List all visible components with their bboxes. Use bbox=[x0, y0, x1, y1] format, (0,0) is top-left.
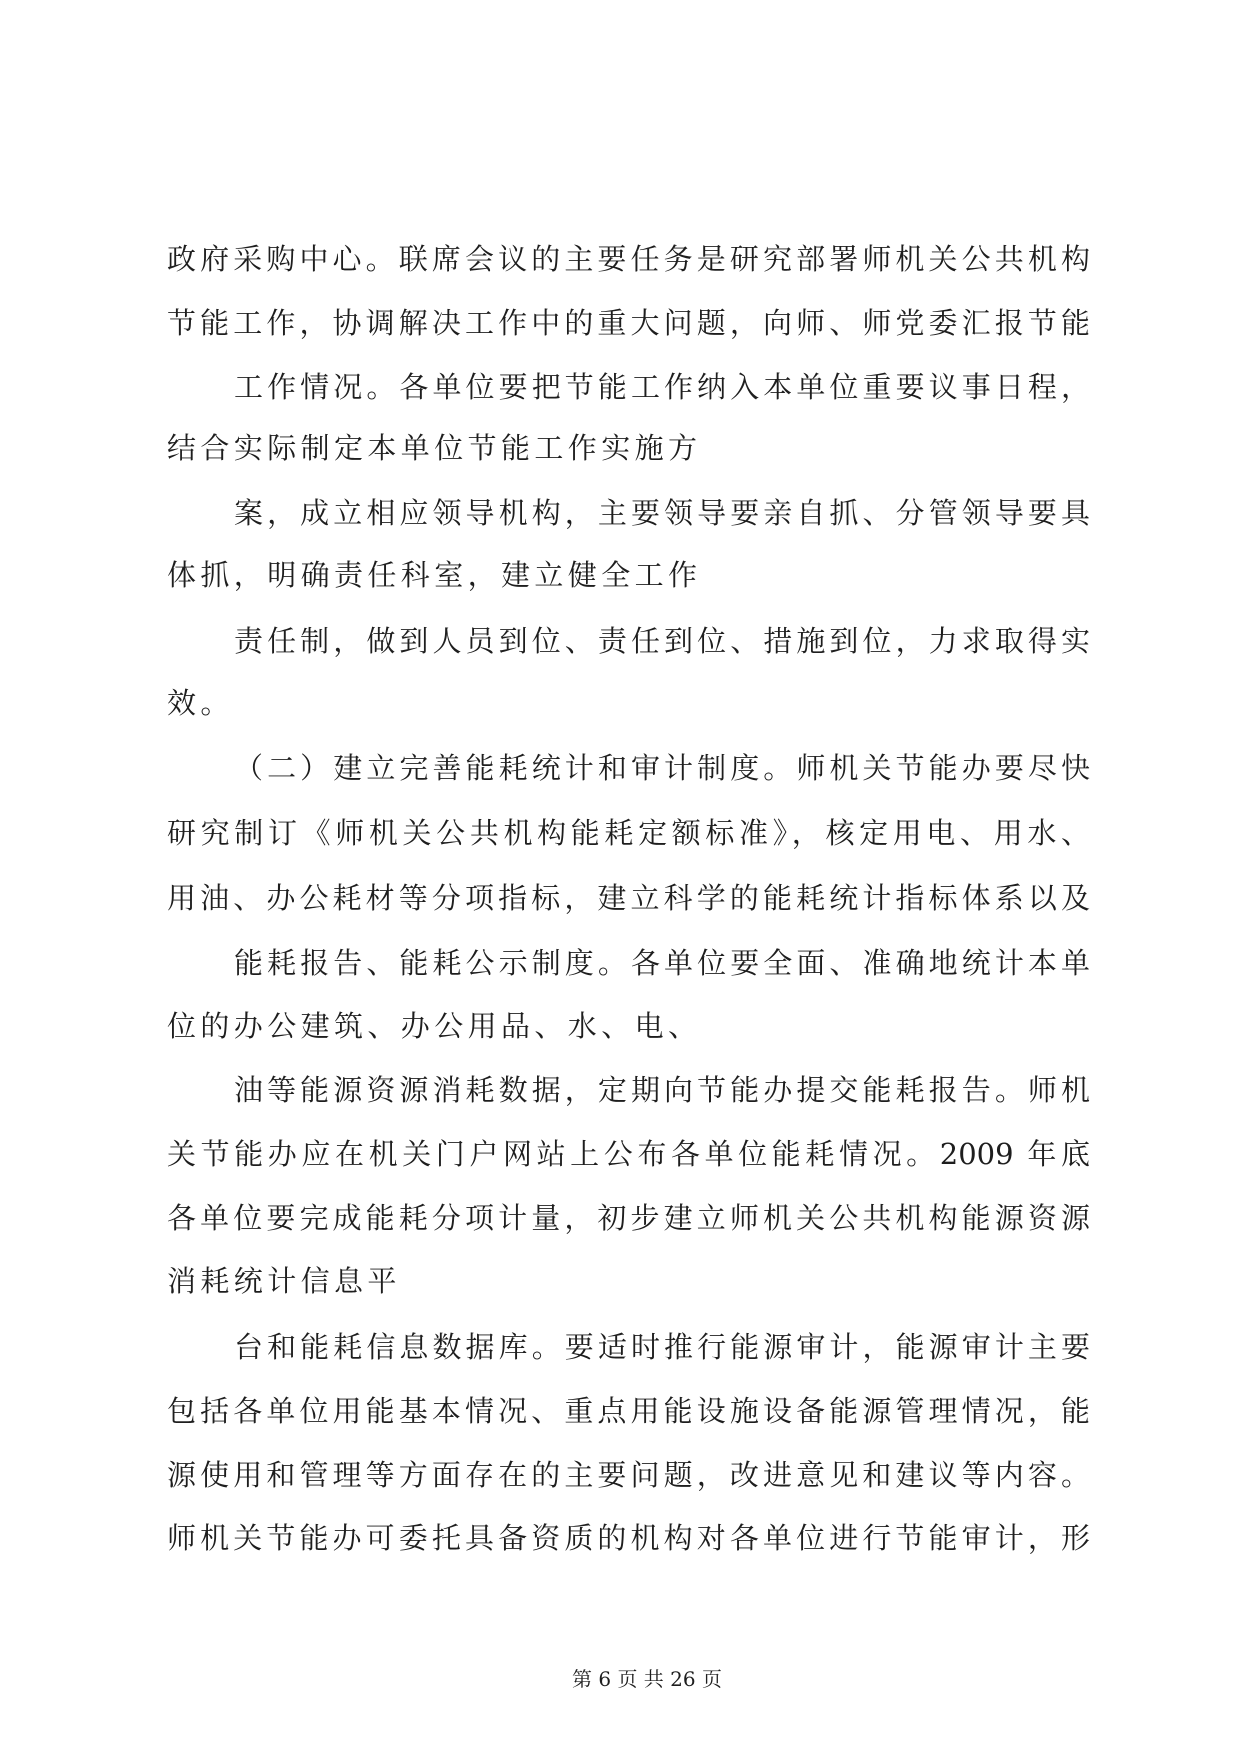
body-line: 台和能耗信息数据库。要适时推行能源审计，能源审计主要 bbox=[234, 1330, 1090, 1364]
page-footer: 第 6 页 共 26 页 bbox=[572, 1667, 722, 1691]
body-line: 各单位要完成能耗分项计量，初步建立师机关公共机构能源资源 bbox=[167, 1201, 1090, 1235]
body-line: 消耗统计信息平 bbox=[167, 1264, 401, 1298]
body-line: （二）建立完善能耗统计和审计制度。师机关节能办要尽快 bbox=[234, 751, 1090, 785]
body-line: 源使用和管理等方面存在的主要问题，改进意见和建议等内容。 bbox=[167, 1458, 1090, 1492]
body-line: 案，成立相应领导机构，主要领导要亲自抓、分管领导要具 bbox=[234, 496, 1090, 530]
body-line: 关节能办应在机关门户网站上公布各单位能耗情况。2009 年底 bbox=[167, 1137, 1090, 1171]
body-line: 能耗报告、能耗公示制度。各单位要全面、准确地统计本单 bbox=[234, 946, 1090, 980]
body-line: 包括各单位用能基本情况、重点用能设施设备能源管理情况，能 bbox=[167, 1394, 1090, 1428]
body-line: 效。 bbox=[167, 686, 234, 720]
body-line: 工作情况。各单位要把节能工作纳入本单位重要议事日程， bbox=[234, 370, 1090, 404]
body-line: 用油、办公耗材等分项指标，建立科学的能耗统计指标体系以及 bbox=[167, 881, 1090, 915]
body-line: 师机关节能办可委托具备资质的机构对各单位进行节能审计，形 bbox=[167, 1521, 1090, 1555]
body-line: 油等能源资源消耗数据，定期向节能办提交能耗报告。师机 bbox=[234, 1073, 1090, 1107]
body-line: 结合实际制定本单位节能工作实施方 bbox=[167, 431, 702, 465]
body-line: 体抓，明确责任科室，建立健全工作 bbox=[167, 558, 702, 592]
body-line: 位的办公建筑、办公用品、水、电、 bbox=[167, 1009, 702, 1043]
body-line: 责任制，做到人员到位、责任到位、措施到位，力求取得实 bbox=[234, 624, 1090, 658]
body-line: 政府采购中心。联席会议的主要任务是研究部署师机关公共机构 bbox=[167, 242, 1090, 276]
body-line: 研究制订《师机关公共机构能耗定额标准》，核定用电、用水、 bbox=[167, 816, 1090, 850]
body-line: 节能工作，协调解决工作中的重大问题，向师、师党委汇报节能 bbox=[167, 306, 1090, 340]
